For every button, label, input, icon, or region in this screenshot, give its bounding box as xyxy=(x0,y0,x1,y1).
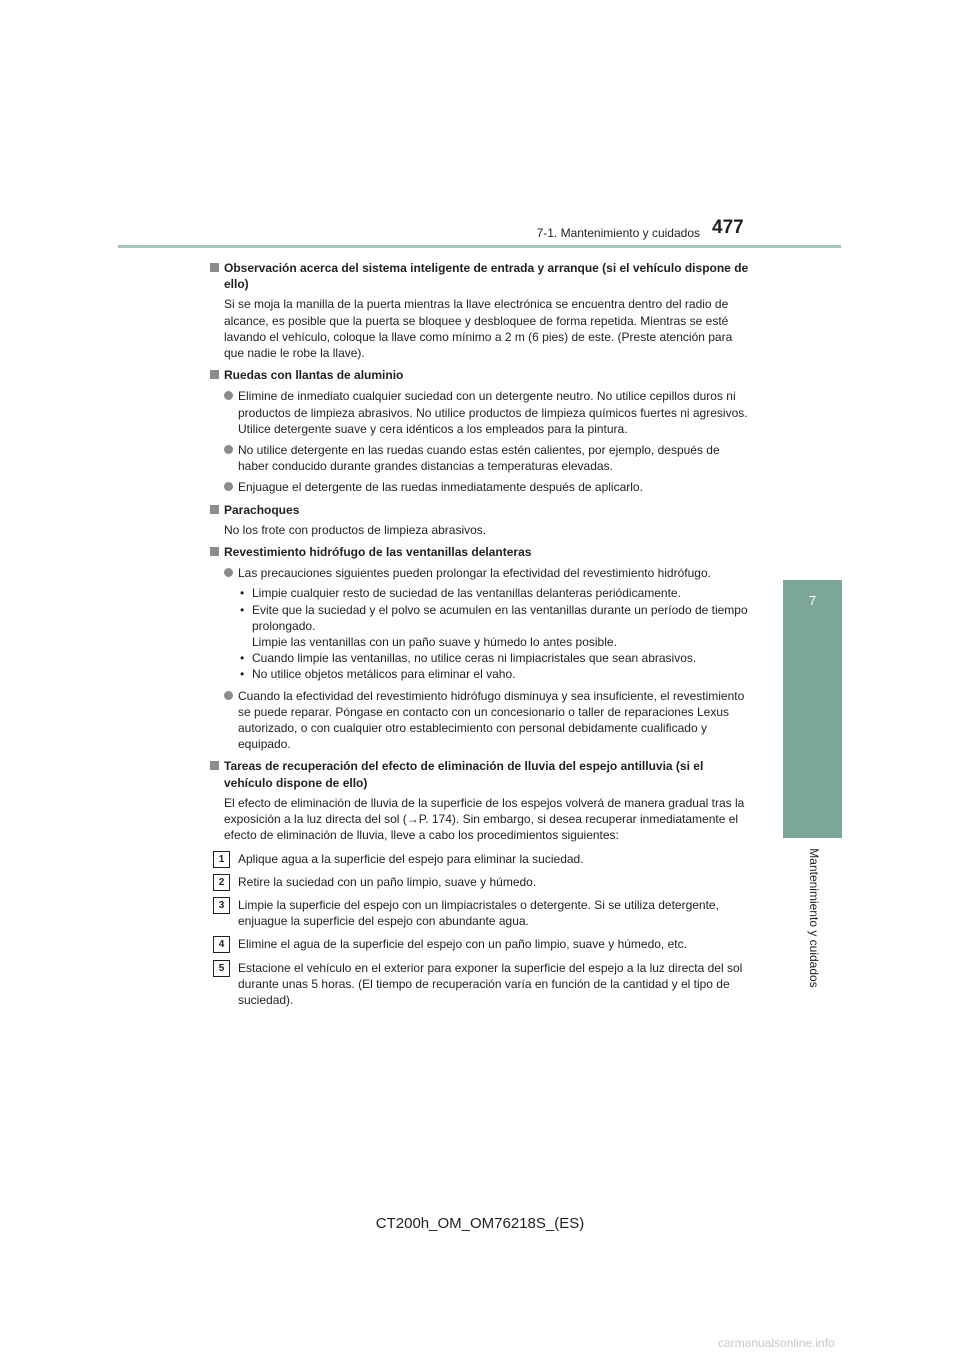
chapter-number: 7 xyxy=(808,593,817,608)
chapter-label xyxy=(796,833,830,1003)
sub-list-item: • Evite que la suciedad y el polvo se acumulen en las ventanillas durante un período de tiempo prolongado. Limpie las ventanillas con un paño suave y húmedo lo antes posible. xyxy=(240,602,748,650)
square-bullet-icon xyxy=(210,761,219,770)
procedure-step: 1 Aplique agua a la superficie del espejo para eliminar la suciedad. xyxy=(210,851,750,867)
paragraph: El efecto de eliminación de lluvia de la superficie de los espejos volverá de manera gradual tras la exposición a la luz directa del sol (→P. 174). Sin embargo, si desea recuperar inmediatamente el efecto de eliminación de lluvia, lleve a cabo los procedimientos siguientes: xyxy=(224,795,745,843)
sub-list-item: • No utilice objetos metálicos para eliminar el vaho. xyxy=(240,667,516,682)
paragraph: No los frote con productos de limpieza abrasivos. xyxy=(224,522,487,537)
page-number: 477 xyxy=(712,217,744,238)
sub-list-item: • Limpie cualquier resto de suciedad de las ventanillas delanteras periódicamente. xyxy=(240,586,681,601)
round-bullet-icon xyxy=(224,445,233,454)
sub-list-item: • Cuando limpie las ventanillas, no utilice ceras ni limpiacristales que sean abrasivos. xyxy=(240,651,697,666)
page-content xyxy=(210,254,750,1008)
procedure-step: 2 Retire la suciedad con un paño limpio, suave y húmedo. xyxy=(210,874,750,890)
chapter-label-text: Mantenimiento y cuidados xyxy=(807,848,821,988)
section-heading-mirror: Tareas de recuperación del efecto de eliminación de lluvia del espejo antilluvia (si el vehículo dispone de ello) xyxy=(210,758,750,790)
section-heading-bumpers: Parachoques xyxy=(210,502,750,518)
step-number: 2 xyxy=(213,874,230,891)
step-number: 4 xyxy=(213,936,230,953)
section-heading-wheels: Ruedas con llantas de aluminio xyxy=(210,367,750,383)
square-bullet-icon xyxy=(210,547,219,556)
page-header xyxy=(0,0,960,250)
header-divider xyxy=(118,245,841,248)
paragraph: Si se moja la manilla de la puerta mientras la llave electrónica se encuentra dentro del radio de alcance, es posible que la puerta se bloquee y desbloquee de forma repetida. Mientras se esté lavando el vehículo, coloque la llave como mínimo a 2 m (6 pies) de este. (Preste atención para que nadie le robe la llave). xyxy=(224,297,733,361)
section-heading-smart-entry: Observación acerca del sistema inteligente de entrada y arranque (si el vehículo dispone de ello) xyxy=(210,260,750,292)
procedure-step: 4 Elimine el agua de la superficie del espejo con un paño limpio, suave y húmedo, etc. xyxy=(210,936,750,952)
list-item: No utilice detergente en las ruedas cuando estas estén calientes, por ejemplo, después de haber conducido durante grandes distancias a temperaturas elevadas. xyxy=(210,442,750,474)
round-bullet-icon xyxy=(224,391,233,400)
round-bullet-icon xyxy=(224,482,233,491)
procedure-step: 5 Estacione el vehículo en el exterior para exponer la superficie del espejo a la luz directa del sol durante unas 5 horas. (El tiempo de recuperación varía en función de la cantidad y el tipo de suciedad). xyxy=(210,960,750,1009)
step-number: 3 xyxy=(213,897,230,914)
list-item: Elimine de inmediato cualquier suciedad con un detergente neutro. No utilice cepillos duros ni productos de limpieza abrasivos. No utilice productos de limpieza químicos fuertes ni agresivos. Utilice detergente suave y cera idénticos a los empleados para la pintura. xyxy=(210,388,750,437)
list-item: Las precauciones siguientes pueden prolongar la efectividad del revestimiento hidrófugo. xyxy=(210,565,750,581)
list-item: Cuando la efectividad del revestimiento hidrófugo disminuya y sea insuficiente, el revestimiento se puede reparar. Póngase en contacto con un concesionario o taller de reparaciones Lexus autorizado, o con cualquier otro establecimiento con personal debidamente cualificado y equipado. xyxy=(210,688,750,753)
chapter-tab xyxy=(783,580,842,838)
step-number: 5 xyxy=(213,960,230,977)
section-title: 7-1. Mantenimiento y cuidados xyxy=(536,226,700,240)
procedure-step: 3 Limpie la superficie del espejo con un limpiacristales o detergente. Si se utiliza detergente, enjuague la superficie del espejo con abundante agua. xyxy=(210,897,750,929)
square-bullet-icon xyxy=(210,263,219,272)
watermark: carmanualsonline.info xyxy=(718,1336,835,1350)
round-bullet-icon xyxy=(224,568,233,577)
round-bullet-icon xyxy=(224,691,233,700)
manual-code: CT200h_OM_OM76218S_(ES) xyxy=(375,1215,585,1232)
section-heading-coating: Revestimiento hidrófugo de las ventanillas delanteras xyxy=(210,544,750,560)
square-bullet-icon xyxy=(210,505,219,514)
step-number: 1 xyxy=(213,851,230,868)
list-item: Enjuague el detergente de las ruedas inmediatamente después de aplicarlo. xyxy=(210,479,750,495)
square-bullet-icon xyxy=(210,370,219,379)
